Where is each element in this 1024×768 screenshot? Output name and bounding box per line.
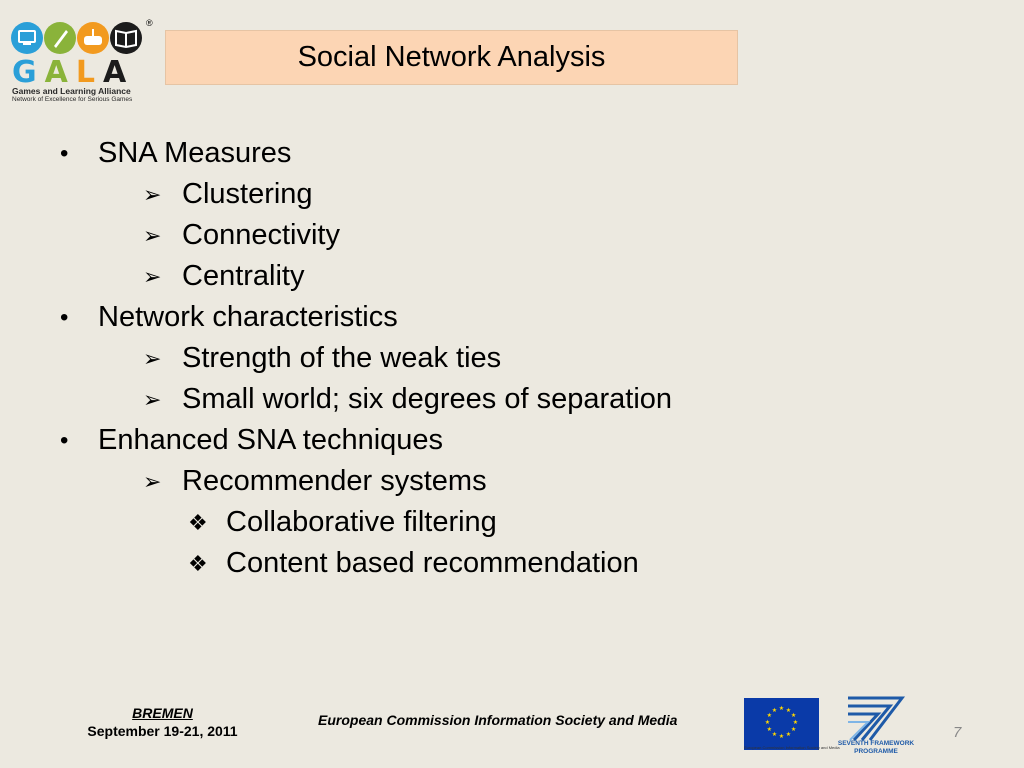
gala-letter-g: G (12, 55, 45, 90)
eu-star: ★ (771, 707, 778, 714)
eu-flag-icon (744, 698, 840, 750)
bullet-text: Clustering (182, 178, 313, 210)
bullet-text: Collaborative filtering (226, 506, 497, 538)
gala-letter-a1: A (44, 55, 76, 90)
bullet-marker: ➢ (143, 264, 162, 289)
gala-logo (10, 18, 153, 104)
fp7-label (836, 740, 916, 756)
eu-star: ★ (778, 706, 785, 712)
registered-mark: ® (146, 18, 153, 28)
bullet-marker: ➢ (143, 223, 162, 248)
bullet-marker: ➢ (143, 346, 162, 371)
bullet-text: Connectivity (182, 219, 340, 251)
bullet-marker: ➢ (143, 182, 162, 207)
eu-star: ★ (790, 727, 797, 733)
gala-letter-l: L (75, 55, 103, 90)
event-info (60, 704, 265, 740)
eu-star: ★ (785, 707, 792, 714)
gala-tagline: Network of Excellence for Serious Games (12, 96, 133, 103)
bullet-marker: ❖ (188, 510, 208, 535)
event-date: September 19-21, 2011 (87, 723, 238, 739)
eu-star: ★ (790, 713, 797, 719)
eu-star: ★ (778, 734, 785, 740)
bullet-text: Strength of the weak ties (182, 342, 502, 374)
event-city: BREMEN (132, 705, 193, 721)
eu-star: ★ (785, 732, 792, 739)
eu-star: ★ (764, 720, 771, 726)
program-text: European Commission Information Society and Media (318, 712, 678, 728)
eu-star: ★ (766, 713, 773, 719)
slide-title: Social Network Analysis (297, 41, 606, 73)
bullet-text: Network characteristics (98, 301, 398, 333)
fp7-line2: PROGRAMME (854, 748, 898, 755)
bullet-text: Small world; six degrees of separation (182, 383, 673, 415)
bullet-marker: ➢ (143, 387, 162, 412)
gala-logo-icons (10, 18, 145, 58)
bullet-marker: • (60, 140, 69, 167)
slide-title-box (165, 30, 738, 85)
bullet-marker: • (60, 427, 69, 454)
bullet-text: Content based recommendation (226, 547, 639, 579)
gala-wordmark (12, 55, 135, 90)
gala-subtitle: Games and Learning Alliance (12, 86, 131, 96)
fp7-line1: SEVENTH FRAMEWORK (837, 740, 915, 747)
bullet-marker: ❖ (188, 551, 208, 576)
bullet-marker: • (60, 304, 69, 331)
eu-star: ★ (766, 727, 773, 733)
eu-star: ★ (792, 720, 799, 726)
eu-flag-caption: European Commission Information Society and Media (744, 745, 840, 750)
bullet-text: Centrality (182, 260, 305, 292)
bullet-text: SNA Measures (98, 137, 292, 169)
bullet-text: Enhanced SNA techniques (98, 424, 444, 456)
eu-star: ★ (771, 732, 778, 739)
page-number: 7 (953, 724, 962, 741)
bullet-marker: ➢ (143, 469, 162, 494)
gala-letter-a2: A (102, 55, 135, 90)
bullet-text: Recommender systems (182, 465, 487, 497)
